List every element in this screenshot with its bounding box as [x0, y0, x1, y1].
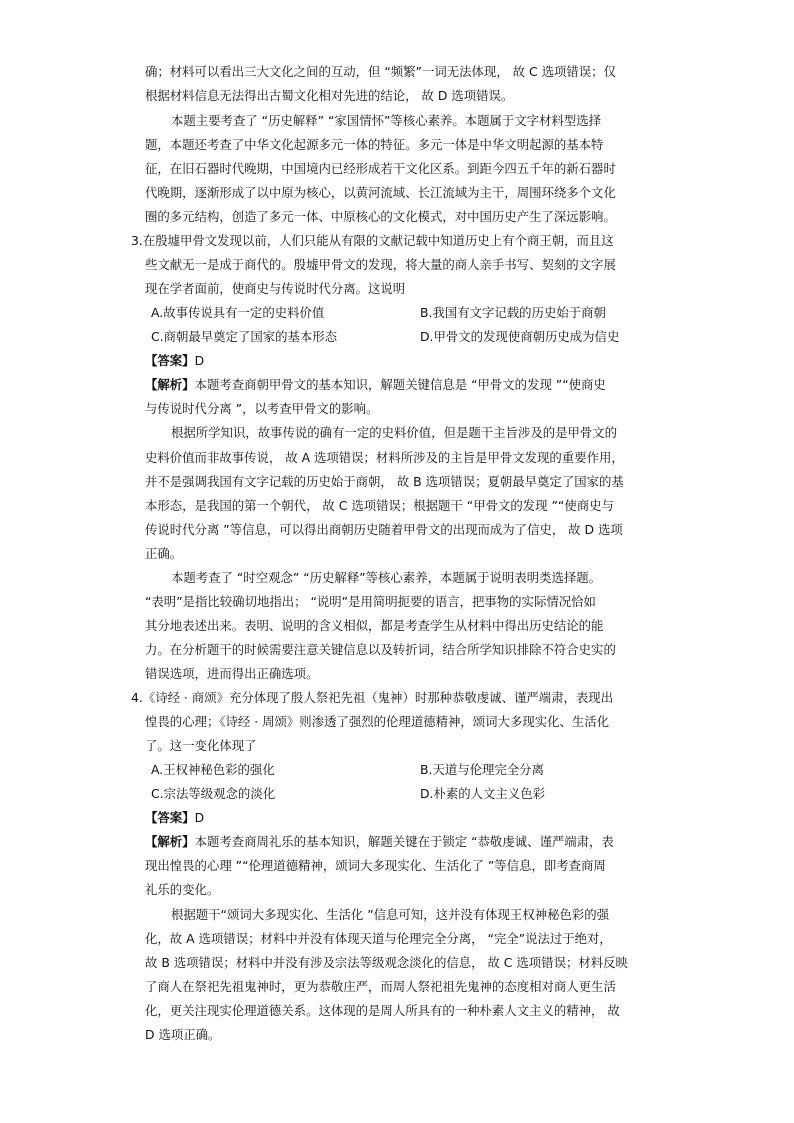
text-line: “表明”是指比较确切地指出； “说明”是用简明扼要的语言，把事物的实际情况恰如 — [145, 594, 596, 609]
text-line: D 选项正确。 — [145, 1027, 221, 1042]
text-line: 力。在分析题干的时候需要注意关键信息以及转折词，结合所学知识排除不符合史实的 — [145, 642, 616, 657]
question-4-stem: 4.《诗经 · 商颂》充分体现了殷人祭祀先祖（鬼神）时那种恭敬虔诚、谨严端肃，表现出 — [131, 690, 614, 705]
option-b: B.我国有文字记载的历史始于商朝 — [420, 305, 606, 320]
option-d: D.甲骨文的发现使商朝历史成为信史 — [420, 329, 620, 344]
analysis-text: 本题考查商朝甲骨文的基本知识，解题关键信息是 “甲骨文的发现 ”“使商史 — [194, 377, 606, 392]
question-3-stem: 现在学者面前，使商史与传说时代分离。这说明 — [145, 281, 406, 296]
answer-line — [145, 806, 204, 830]
text-line: 现出惶畏的心理 ”“伦理道德精神，颂词大多现实化、生活化了 ”等信息，即考查商周 — [145, 858, 606, 873]
text-line: 错误选项，进而得出正确选项。 — [145, 666, 319, 681]
text-line: 圈的多元结构，创造了多元一体、中原核心的文化模式，对中国历史产生了深远影响。 — [145, 209, 616, 224]
text-line: 传说时代分离 ”等信息，可以得出商朝历史随着甲骨文的出现而成为了信史， 故 D 选项 — [145, 522, 623, 537]
text-line: 化，故 A 选项错误；材料中并没有体现天道与伦理完全分离， “完全”说法过于绝对， — [145, 931, 612, 946]
analysis-tag: 【解析】 — [145, 377, 195, 392]
text-line: 本形态，是我国的第一个朝代， 故 C 选项错误；根据题干 “甲骨文的发现 ”“使商史与 — [145, 498, 614, 513]
option-d: D.朴素的人文主义色彩 — [420, 786, 545, 801]
answer-value: D — [194, 353, 205, 368]
answer-line — [145, 349, 204, 373]
text-line: 根据材料信息无法得出古蜀文化相对先进的结论， 故 D 选项错误。 — [145, 88, 514, 103]
option-c: C.宗法等级观念的淡化 — [151, 786, 276, 801]
text-line: 礼乐的变化。 — [145, 882, 220, 897]
analysis-line — [145, 373, 606, 397]
answer-tag: 【答案】 — [145, 810, 195, 825]
text-line: 化，更关注现实伦理道德关系。这体现的是周人所具有的一种朴素人文主义的精神， 故 — [145, 1003, 620, 1018]
answer-value: D — [194, 810, 205, 825]
text-line: 了商人在祭祀先祖鬼神时，更为恭敬庄严，而周人祭祀祖先鬼神的态度相对商人更生活 — [145, 979, 616, 994]
text-line: 代晚期，逐渐形成了以中原为核心，以黄河流域、长江流域为主干，周围环绕多个文化 — [145, 185, 616, 200]
text-line: 故 B 选项错误；材料中并没有涉及宗法等级观念淡化的信息， 故 C 选项错误；材料反映 — [145, 955, 628, 970]
analysis-line — [145, 830, 614, 854]
text-line: 并不是强调我国有文字记载的历史始于商朝， 故 B 选项错误；夏朝最早奠定了国家的基 — [145, 474, 624, 489]
text-line: 史料价值而非故事传说， 故 A 选项错误；材料所涉及的主旨是甲骨文发现的重要作用， — [145, 450, 624, 465]
answer-tag: 【答案】 — [145, 353, 195, 368]
text-line: 与传说时代分离 ”，以考查甲骨文的影响。 — [145, 401, 379, 416]
text-line: 其分地表述出来。表明、说明的含义相似，都是考查学生从材料中得出历史结论的能 — [145, 618, 604, 633]
option-a: A.王权神秘色彩的强化 — [151, 762, 275, 777]
text-line: 题，本题还考查了中华文化起源多元一体的特征。多元一体是中华文明起源的基本特 — [145, 137, 604, 152]
option-b: B.天道与伦理完全分离 — [420, 762, 544, 777]
text-line: 根据所学知识，故事传说的确有一定的史料价值，但是题干主旨涉及的是甲骨文的 — [171, 425, 618, 440]
option-a: A.故事传说具有一定的史料价值 — [151, 305, 325, 320]
text-line: 本题考查了 “时空观念” “历史解释”等核心素养，本题属于说明表明类选择题。 — [171, 570, 602, 585]
analysis-tag: 【解析】 — [145, 834, 195, 849]
question-3-stem: 3.在殷墟甲骨文发现以前，人们只能从有限的文献记载中知道历史上有个商王朝，而且这 — [131, 233, 614, 248]
option-c: C.商朝最早奠定了国家的基本形态 — [151, 329, 338, 344]
question-3-stem: 些文献无一是成于商代的。殷墟甲骨文的发现，将大量的商人亲手书写、契刻的文字展 — [145, 257, 616, 272]
text-line: 征，在旧石器时代晚期，中国境内已经形成若干文化区系。到距今四五千年的新石器时 — [145, 161, 616, 176]
text-line: 本题主要考查了 “历史解释” “家国情怀”等核心素养。本题属于文字材料型选择 — [171, 113, 602, 128]
question-4-stem: 惶畏的心理；《诗经 · 周颂》则渗透了强烈的伦理道德精神，颂词大多现实化、生活化 — [145, 714, 610, 729]
analysis-text: 本题考查商周礼乐的基本知识，解题关键在于锁定 “恭敬虔诚、谨严端肃，表 — [194, 834, 614, 849]
text-line: 正确。 — [145, 546, 183, 561]
text-line: 根据题干“颂词大多现实化、生活化 ”信息可知，这并没有体现王权神秘色彩的强 — [171, 907, 610, 922]
question-4-stem: 了。这一变化体现了 — [145, 738, 257, 753]
text-line: 确；材料可以看出三大文化之间的互动，但 “频繁”一词无法体现， 故 C 选项错误；仅 — [145, 64, 616, 79]
